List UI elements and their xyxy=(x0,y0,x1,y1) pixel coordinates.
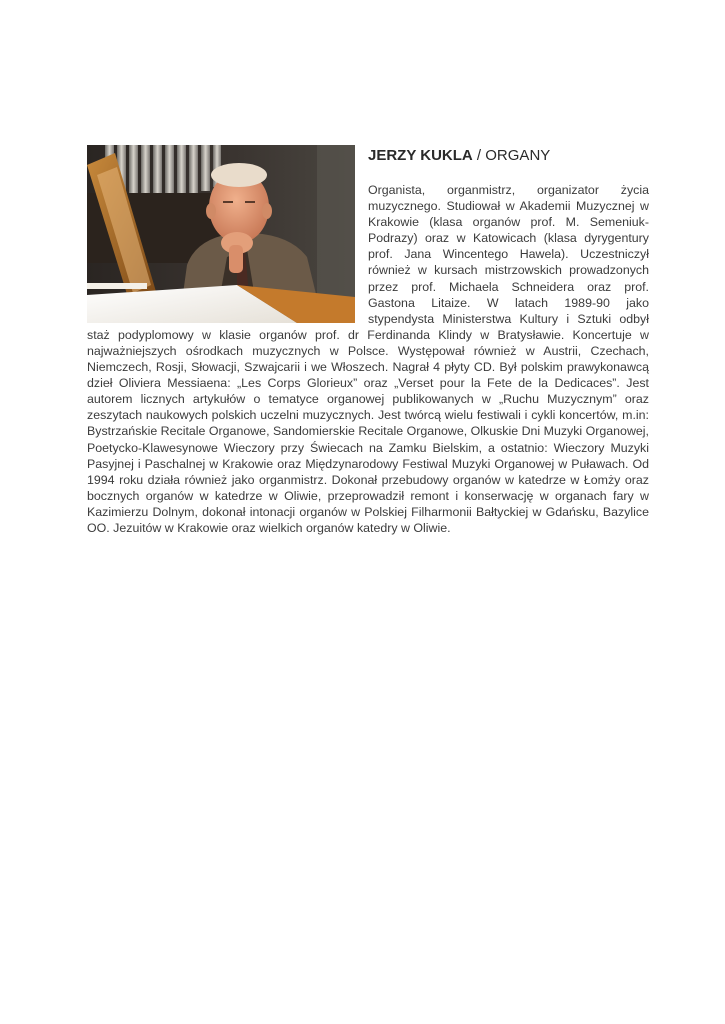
artist-name: JERZY KUKLA xyxy=(368,147,473,164)
bio-heading xyxy=(368,146,653,166)
artist-instrument: ORGANY xyxy=(485,147,551,164)
biography-text: Organista, organmistrz, organizator życia muzycznego. Studiował w Akademii Muzycznej w Krakowie (klasa organów prof. M. Semeniuk-Podrazy) oraz w Katowicach (klasa dyrygentury prof. Jana Wincentego Hawela). Uczestniczył również w kursach mistrzowskich prowadzonych przez prof. Michaela Schneidera oraz prof. Gastona Litaize. W latach 1989-90 jako stypendysta Ministerstwa Kultury i Sztuki odbył staż podyplomowy w klasie organów prof. dr Ferdinanda Klindy w Bratysławie. Koncertuje w najważniejszych ośrodkach muzycznych w Polsce. Występował również w Austrii, Czechach, Niemczech, Rosji, Słowacji, Szwajcarii i we Włoszech. Nagrał 4 płyty CD. Był polskim prawykonawcą dzieł Oliviera Messiaena: „Les Corps Glorieux” oraz „Verset pour la Fete de la Dedicaces”. Jest autorem licznych artykułów o tematyce organowej publikowanych w „Ruchu Muzycznym” oraz zeszytach naukowych polskich uczelni muzycznych. Jest twórcą wielu festiwali i cykli koncertów, m.in: Bystrzańskie Recitale Organowe, Sandomierskie Recitale Organowe, Olkuskie Dni Muzyki Organowej, Poetycko-Klawesynowe Wieczory przy Świecach na Zamku Bielskim, a ostatnio: Wieczory Muzyki Pasyjnej i Paschalnej w Krakowie oraz Międzynarodowy Festiwal Muzyki Organowej w Puławach. Od 1994 roku działa również jako organmistrz. Dokonał przebudowy organów w katedrze w Łomży oraz bocznych organów w katedrze w Oliwie, przeprowadził remont i konserwację w organach fary w Kazimierzu Dolnym, dokonał intonacji organów w Polskiej Filharmonii Bałtyckiej w Gdańsku, Bazylice OO. Jezuitów w Krakowie oraz wielkich organów katedry w Oliwie. xyxy=(87,183,649,535)
photo-wrap-spacer xyxy=(87,182,368,325)
heading-separator: / xyxy=(472,147,486,164)
biography-text-block xyxy=(87,182,649,536)
